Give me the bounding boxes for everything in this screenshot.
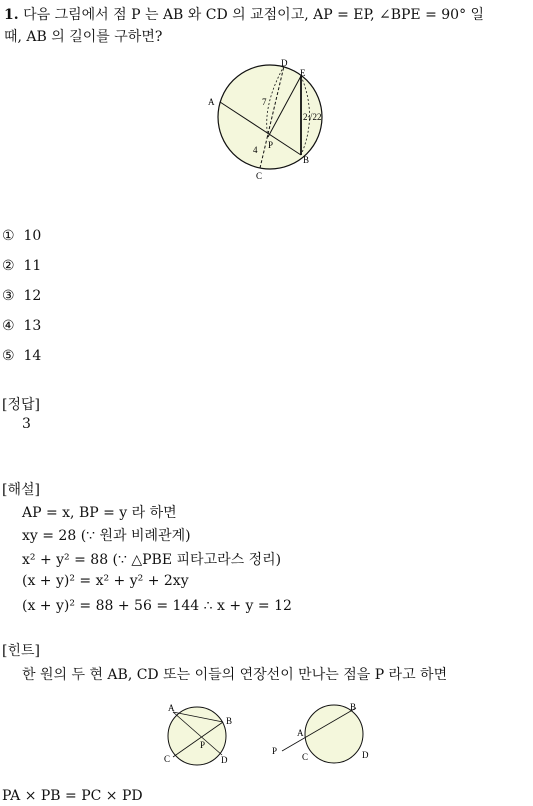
label-a: A: [208, 97, 215, 107]
hint2-label-a: A: [297, 728, 304, 738]
choice-5-mark: ⑤: [2, 348, 15, 364]
solution-line-4: (x + y)² = x² + y² + 2xy: [22, 573, 189, 589]
label-b: B: [303, 155, 310, 165]
hint1-label-a: A: [168, 703, 175, 713]
choice-1-mark: ①: [2, 228, 15, 244]
label-c: C: [256, 171, 263, 181]
solution-line-2: xy = 28 (∵ 원과 비례관계): [22, 528, 191, 544]
label-7: 7: [262, 97, 267, 107]
hint1-label-p: P: [200, 740, 206, 750]
hint-formula: PA × PB = PC × PD: [2, 788, 143, 804]
main-figure: [200, 56, 340, 186]
question-line-1: [4, 4, 484, 24]
label-e: E: [300, 68, 306, 78]
answer-value: 3: [22, 416, 31, 432]
solution-line-5: (x + y)² = 88 + 56 = 144 ∴ x + y = 12: [22, 598, 292, 614]
choice-4[interactable]: [2, 318, 41, 334]
choice-3[interactable]: [2, 288, 41, 304]
choice-2-mark: ②: [2, 258, 15, 274]
hint2-label-c: C: [302, 752, 309, 762]
choice-2-value: 11: [23, 258, 42, 274]
solution-line-1: AP = x, BP = y 라 하면: [22, 505, 177, 521]
label-4: 4: [253, 145, 258, 155]
hint-figure-1: [160, 700, 240, 770]
choice-2[interactable]: [2, 258, 41, 274]
solution-line-3: x² + y² = 88 (∵ △PBE 피타고라스 정리): [22, 552, 282, 568]
hint1-label-b: B: [226, 716, 233, 726]
hint1-label-c: C: [164, 754, 171, 764]
choice-1-value: 10: [23, 228, 42, 244]
choice-4-mark: ④: [2, 318, 15, 334]
question-number: 1.: [4, 7, 19, 23]
question-line-2: 때, AB 의 길이를 구하면?: [4, 29, 163, 45]
choice-1[interactable]: [2, 228, 41, 244]
hint-heading: [힌트]: [2, 643, 40, 659]
hint1-label-d: D: [221, 755, 228, 765]
choice-3-value: 12: [23, 288, 42, 304]
hint2-label-p: P: [272, 746, 278, 756]
choice-5[interactable]: [2, 348, 41, 364]
question-text-1: 다음 그림에서 점 P 는 AB 와 CD 의 교점이고, AP = EP, ∠BPE = 90° 일: [23, 7, 485, 23]
choice-5-value: 14: [23, 348, 42, 364]
hint-text: 한 원의 두 현 AB, CD 또는 이들의 연장선이 만나는 점을 P 라고 하면: [22, 667, 448, 683]
hint-figure-2: [270, 698, 380, 768]
answer-heading: [정답]: [2, 397, 40, 413]
label-2r22: 2√22: [303, 112, 322, 122]
label-d: D: [281, 58, 288, 68]
hint2-label-d: D: [362, 750, 369, 760]
solution-heading: [해설]: [2, 482, 40, 498]
hint-circle-2: [305, 705, 363, 763]
choice-4-value: 13: [23, 318, 42, 334]
choice-3-mark: ③: [2, 288, 15, 304]
hint2-label-b: B: [350, 702, 357, 712]
label-p: P: [268, 140, 274, 150]
